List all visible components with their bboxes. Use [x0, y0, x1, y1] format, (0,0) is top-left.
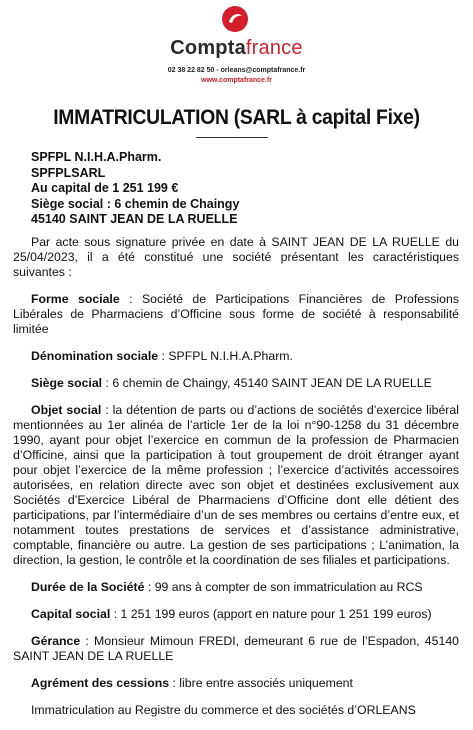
gerance-paragraph — [13, 634, 459, 664]
capital-paragraph — [13, 607, 459, 622]
company-city: 45140 SAINT JEAN DE LA RUELLE — [31, 212, 238, 226]
gerance-text: : Monsieur Mimoun FREDI, demeurant 6 rue de l’Espadon, 45140 SAINT JEAN DE LA RUELLE — [13, 634, 459, 663]
denomination-paragraph — [13, 349, 459, 364]
objet-paragraph — [13, 403, 459, 568]
forme-text: : Société de Participations Financières de Professions Libérales de Pharmaciens d’Officine sous forme de société à responsabilité limitée — [13, 292, 459, 336]
siege-paragraph — [13, 376, 459, 391]
forme-label: Forme sociale — [31, 292, 120, 306]
intro-paragraph: Par acte sous signature privée en date à SAINT JEAN DE LA RUELLE du 25/04/2023, il a été constitué une société présentant les caractéristiques suivantes : — [13, 235, 459, 279]
notice-body — [13, 235, 459, 730]
siege-text: : 6 chemin de Chaingy, 45140 SAINT JEAN DE LA RUELLE — [102, 376, 432, 390]
company-form: SPFPLSARL — [31, 165, 106, 180]
agrement-paragraph — [13, 676, 459, 691]
denomination-text: : SPFPL N.I.H.A.Pharm. — [158, 349, 293, 363]
duree-text: : 99 ans à compter de son immatriculation au RCS — [144, 580, 423, 594]
agrement-label: Agrément des cessions — [31, 676, 170, 690]
company-capital: Au capital de 1 251 199 € — [31, 181, 179, 195]
brand-part-france: france — [245, 37, 303, 59]
forme-paragraph — [13, 292, 459, 337]
contact-line: 02 38 22 82 50 - orleans@comptafrance.fr — [167, 67, 306, 74]
immatriculation-paragraph: Immatriculation au Registre du commerce et des sociétés d’ORLEANS — [31, 703, 416, 717]
capital-label: Capital social — [31, 607, 111, 621]
logo-icon — [222, 6, 248, 32]
capital-text: : 1 251 199 euros (apport en nature pour 1 251 199 euros) — [110, 607, 432, 621]
objet-label: Objet social — [31, 403, 102, 417]
agrement-text: : libre entre associés uniquement — [169, 676, 353, 690]
page-title: IMMATRICULATION (SARL à capital Fixe) — [53, 106, 420, 129]
objet-text: : la détention de parts ou d’actions de sociétés d’exercice libéral mentionnées au 1er alinéa de l’article 1er de la loi n°90-1258 du 31 décembre 1990, ayant pour objet l’exercice en commun de la profession de Pharmacien d’Officine, ainsi que la participation à tout groupement de droit étranger ayant pour objet l’exercice de la même profession ; l’exercice d’activités accessoires autorisées, en relation directe avec son objet et destinées exclusivement aux Sociétés d’Exercice Libéral de Pharmaciens d’Officine dont elle détient des participations, par l’intermédiaire d’un de ses membres ou certains d’entre eux, et notamment toutes prestations de services et d’assistance administrative, comptable, financière ou autre. La gestion de ses participations ; L’animation, la direction, la gestion, le contrôle et la coordination de ses filiales et participations. — [13, 403, 459, 567]
duree-label: Durée de la Société — [31, 580, 145, 594]
denomination-label: Dénomination sociale — [31, 349, 159, 363]
title-divider — [196, 137, 268, 138]
website-link[interactable]: www.comptafrance.fr — [201, 77, 272, 84]
company-block — [31, 150, 239, 228]
brand-part-compta: Compta — [170, 37, 246, 59]
duree-paragraph — [13, 580, 459, 595]
company-name: SPFPL N.I.H.A.Pharm. — [31, 150, 162, 164]
company-seat: Siège social : 6 chemin de Chaingy — [31, 196, 240, 211]
gerance-label: Gérance — [31, 634, 81, 648]
siege-label: Siège social — [31, 376, 103, 390]
brand-name — [0, 37, 473, 60]
